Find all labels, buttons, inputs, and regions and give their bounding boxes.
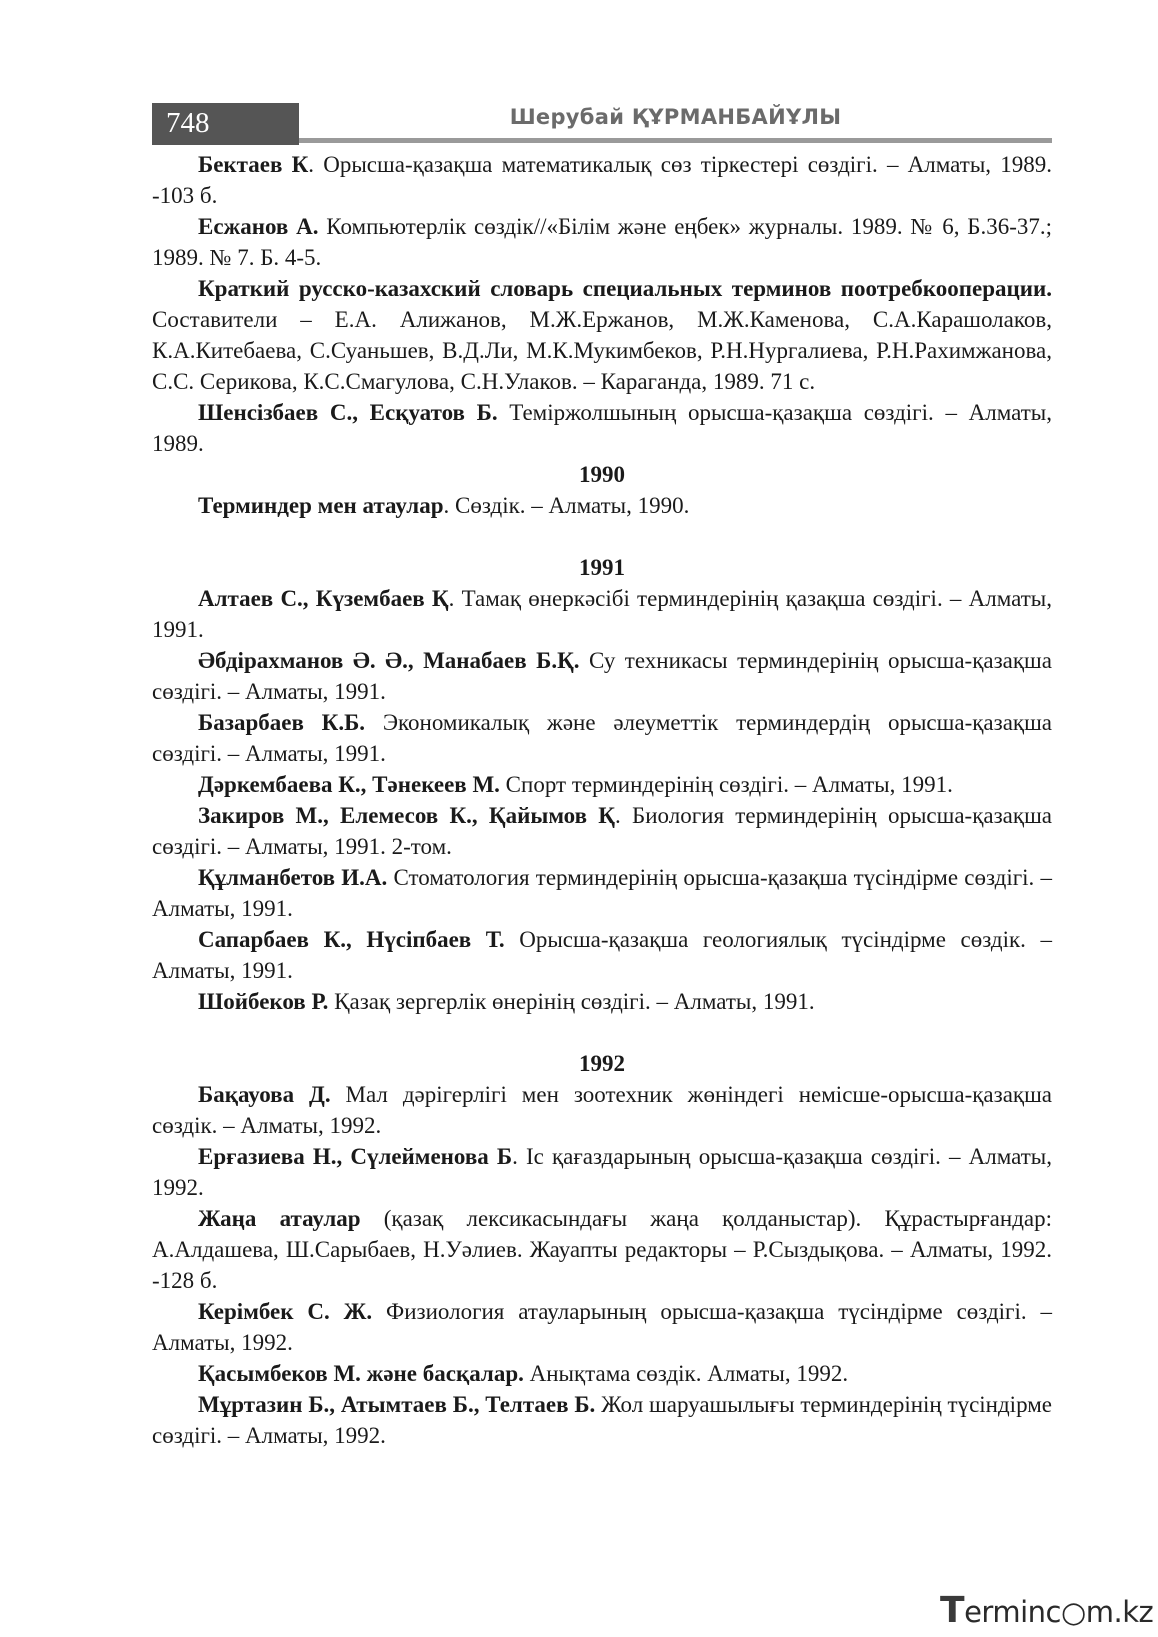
year-heading: 1992 <box>579 1051 625 1076</box>
bib-entry <box>152 397 1052 459</box>
bib-entry <box>152 1079 1052 1141</box>
watermark-initial: T <box>940 1590 965 1631</box>
section-1992 <box>152 1048 1052 1451</box>
year-heading: 1991 <box>579 555 625 580</box>
bib-entry <box>152 273 1052 397</box>
entry-author: Керімбек С. Ж. <box>198 1299 373 1324</box>
bib-entry <box>152 490 1052 521</box>
entry-text: Составители – Е.А. Алижанов, М.Ж.Ержанов, М.Ж.Каменова, С.А.Карашолаков, К.А.Китебаева, С.Суаньшев, В.Д.Ли, М.К.Мукимбеков, Р.Н.Нургалиева, Р.Н.Рахимжанова, С.С. Серикова, К.С.Смагулова, С.Н.Улаков. – Караганда, 1989. 71 с. <box>152 307 1052 394</box>
entry-text: Анықтама сөздік. Алматы, 1992. <box>523 1361 849 1386</box>
entry-author: Базарбаев К.Б. <box>198 710 366 735</box>
entry-text: Физиология атауларының орысша-қазақша түсіндірме сөздігі. – Алматы, 1992. <box>152 1299 1052 1355</box>
bib-entry <box>152 583 1052 645</box>
bib-entry <box>152 800 1052 862</box>
header-rule <box>299 138 1052 143</box>
watermark-symbol: ○ <box>1060 1595 1086 1629</box>
entry-author: Әбдірахманов Ә. Ә., Манабаев Б.Қ. <box>198 648 580 673</box>
bibliography-content <box>152 149 1052 1451</box>
entry-author: Терминдер мен атаулар <box>198 493 444 518</box>
entry-author: Қасымбеков М. және басқалар. <box>198 1361 524 1386</box>
entry-text: . Тамақ өнеркәсібі терминдерінің қазақша сөздігі. – Алматы, 1991. <box>152 586 1052 642</box>
section-1991 <box>152 552 1052 1017</box>
bib-entry <box>152 1141 1052 1203</box>
bib-entry <box>152 924 1052 986</box>
bib-entry <box>152 769 1052 800</box>
entry-text: Спорт терминдерінің сөздігі. – Алматы, 1991. <box>499 772 953 797</box>
entry-author: Жаңа атаулар <box>198 1206 361 1231</box>
entry-text: Экономикалық және әлеуметтік терминдердің орысша-қазақша сөздігі. – Алматы, 1991. <box>152 710 1052 766</box>
entry-author: Ерғазиева Н., Сүлейменова Б <box>198 1144 513 1169</box>
entry-author: Сапарбаев К., Нүсіпбаев Т. <box>198 927 505 952</box>
section-gap <box>152 1017 1052 1048</box>
bib-entry <box>152 862 1052 924</box>
watermark-tail: m.kz <box>1085 1595 1154 1629</box>
entry-text: . Іс қағаздарының орысша-қазақша сөздігі. – Алматы, 1992. <box>152 1144 1053 1200</box>
entry-text: Компьютерлік сөздік//«Білім және еңбек» журналы. 1989. № 6, Б.36-37.; 1989. № 7. Б. 4-5. <box>152 214 1053 270</box>
entry-text: . Сөздік. – Алматы, 1990. <box>443 493 690 518</box>
bib-entry <box>152 1296 1052 1358</box>
bib-entry <box>152 707 1052 769</box>
entry-text: Су техникасы терминдерінің орысша-қазақша сөздігі. – Алматы, 1991. <box>152 648 1052 704</box>
year-heading: 1990 <box>579 462 625 487</box>
bib-entry <box>152 986 1052 1017</box>
entry-author: Бақауова Д. <box>198 1082 331 1107</box>
entry-text: Мал дәрігерлігі мен зоотехник жөніндегі немісше-орысша-қазақша сөздік. – Алматы, 1992. <box>152 1082 1052 1138</box>
section-1989 <box>152 149 1052 459</box>
entry-text: Қазақ зергерлік өнерінің сөздігі. – Алматы, 1991. <box>328 989 815 1014</box>
entry-author: Мұртазин Б., Атымтаев Б., Телтаев Б. <box>198 1392 596 1417</box>
entry-author: Алтаев С., Күземб​аев Қ <box>198 586 449 611</box>
entry-author: Құлманбетов И.А. <box>198 865 388 890</box>
page-number: 748 <box>166 107 210 139</box>
entry-text: (қазақ лексикасындағы жаңа қолданыстар). Құрастырғандар: А.Алдашева, Ш.Сарыбаев, Н.Уәлиев. Жауапты редакторы – Р.Сыздықова. – Алматы, 1992. -128 б. <box>152 1206 1052 1293</box>
entry-author: Закиров М., Елемесов К., Қайымов Қ <box>198 803 615 828</box>
bib-entry <box>152 1389 1052 1451</box>
bib-entry <box>152 149 1052 211</box>
entry-text: . Биология терминдерінің орысша-қазақша сөздігі. – Алматы, 1991. 2-том. <box>152 803 1052 859</box>
section-gap <box>152 521 1052 552</box>
entry-author: Бектаев К <box>198 152 309 177</box>
bib-entry <box>152 211 1052 273</box>
running-title: Шерубай ҚҰРМАНБАЙҰЛЫ <box>509 105 842 129</box>
bib-entry <box>152 1203 1052 1296</box>
bib-entry <box>152 1358 1052 1389</box>
entry-author: Краткий русско-казахский словарь специальных терминов поотребкооперации. <box>198 276 1052 301</box>
bib-entry <box>152 645 1052 707</box>
entry-author: Есжанов А. <box>198 214 319 239</box>
entry-text: Жол шаруашылығы терминдерінің түсіндірме сөздігі. – Алматы, 1992. <box>152 1392 1052 1448</box>
entry-author: Шойбеков Р. <box>198 989 329 1014</box>
entry-author: Дәркембаева К., Тәнекеев М. <box>198 772 500 797</box>
site-watermark <box>940 1590 1153 1631</box>
entry-author: Шенсізбаев С., Есқуатов Б. <box>198 400 498 425</box>
section-1990 <box>152 459 1052 521</box>
page-header <box>152 103 1052 147</box>
entry-text: . Орысша-қазақша математикалық сөз тіркестері сөздігі. – Алматы, 1989. -103 б. <box>152 152 1052 208</box>
entry-text: Теміржолшының орысша-қазақша сөздігі. – Алматы, 1989. <box>152 400 1052 456</box>
watermark-text: erminc <box>964 1595 1061 1629</box>
entry-text: Орысша-қазақша геологиялық түсіндірме сөздік. – Алматы, 1991. <box>152 927 1052 983</box>
page-number-box <box>152 103 299 145</box>
entry-text: Стоматология терминдерінің орысша-қазақша түсіндірме сөздігі. – Алматы, 1991. <box>152 865 1053 921</box>
